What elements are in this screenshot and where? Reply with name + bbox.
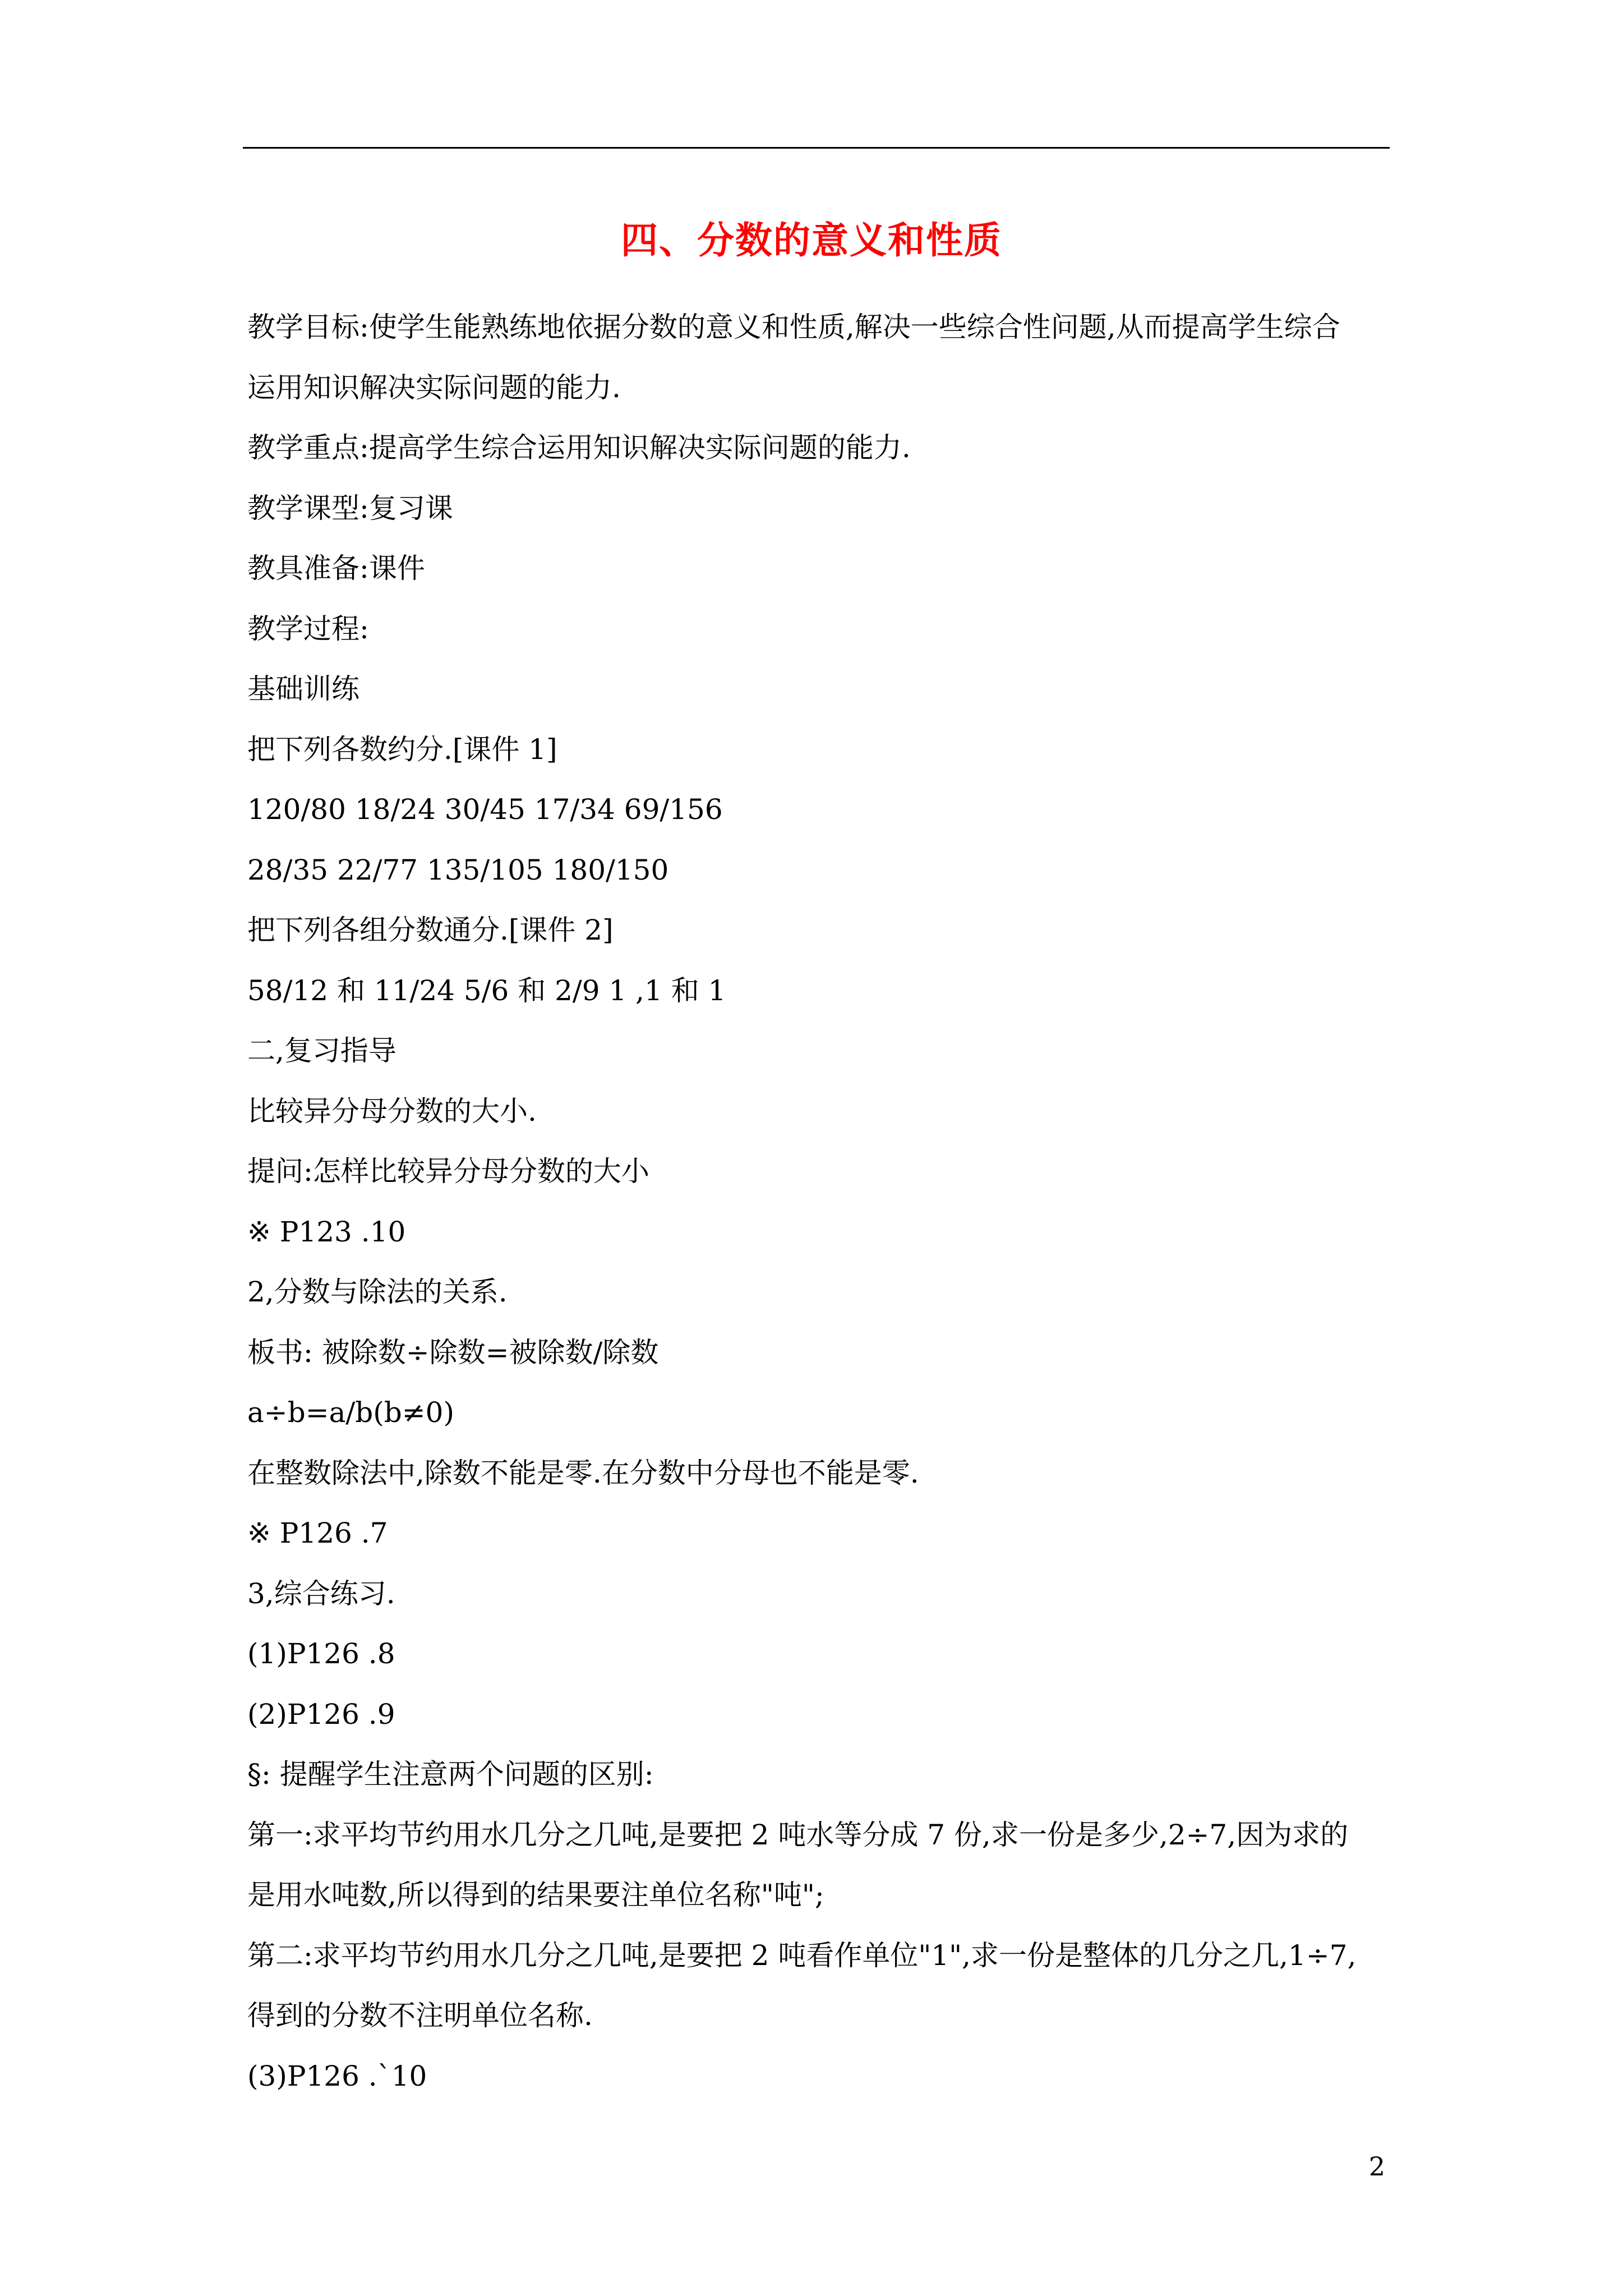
question-line: 提问:怎样比较异分母分数的大小	[247, 1155, 649, 1188]
exercise-2-line: (2)P126 .9	[247, 1697, 395, 1731]
compare-fractions-line: 比较异分母分数的大小.	[247, 1094, 537, 1128]
page-number: 2	[1368, 2151, 1385, 2182]
exercise-1-line: (1)P126 .8	[247, 1637, 395, 1670]
exercise-3-line: (3)P126 .`10	[247, 2059, 427, 2092]
reminder-line: §: 提醒学生注意两个问题的区别:	[247, 1758, 654, 1791]
exercise-ref-p123: ※ P123 .10	[247, 1215, 406, 1248]
blackboard-line: 板书: 被除数÷除数=被除数/除数	[247, 1336, 659, 1369]
second-case-line-2: 得到的分数不注明单位名称.	[247, 1999, 593, 2032]
materials-line: 教具准备:课件	[247, 552, 425, 585]
common-denominator-instruction: 把下列各组分数通分.[课件 2]	[247, 914, 614, 946]
second-case-line-1: 第二:求平均节约用水几分之几吨,是要把 2 吨看作单位"1",求一份是整体的几分之几,1÷7,	[247, 1939, 1357, 1972]
page-title: 四、分数的意义和性质	[621, 218, 1002, 262]
document-body	[247, 297, 1391, 2106]
basic-training-heading: 基础训练	[247, 673, 359, 705]
fraction-groups-line: 58/12 和 11/24 5/6 和 2/9 1 ,1 和 1	[247, 974, 726, 1007]
comprehensive-practice-heading: 3,综合练习.	[247, 1577, 395, 1610]
exercise-ref-p126-7: ※ P126 .7	[247, 1517, 388, 1549]
first-case-line-2: 是用水吨数,所以得到的结果要注单位名称"吨";	[247, 1879, 824, 1911]
objective-line-1: 教学目标:使学生能熟练地依据分数的意义和性质,解决一些综合性问题,从而提高学生综合	[247, 311, 1340, 343]
formula-line: a÷b=a/b(b≠0)	[247, 1396, 454, 1429]
review-guidance-heading: 二,复习指导	[247, 1034, 396, 1067]
key-point-line: 教学重点:提高学生综合运用知识解决实际问题的能力.	[247, 431, 911, 464]
reduce-fractions-instruction: 把下列各数约分.[课件 1]	[247, 733, 557, 766]
header-rule	[243, 147, 1390, 149]
process-heading: 教学过程:	[247, 612, 369, 645]
objective-line-2: 运用知识解决实际问题的能力.	[247, 371, 621, 404]
fraction-list-2: 28/35 22/77 135/105 180/150	[247, 853, 669, 886]
fraction-division-heading: 2,分数与除法的关系.	[247, 1276, 508, 1308]
first-case-line-1: 第一:求平均节约用水几分之几吨,是要把 2 吨水等分成 7 份,求一份是多少,2÷7,因为求的	[247, 1818, 1349, 1851]
fraction-list-1: 120/80 18/24 30/45 17/34 69/156	[247, 793, 723, 826]
zero-rule-line: 在整数除法中,除数不能是零.在分数中分母也不能是零.	[247, 1456, 919, 1489]
lesson-type-line: 教学课型:复习课	[247, 491, 453, 524]
